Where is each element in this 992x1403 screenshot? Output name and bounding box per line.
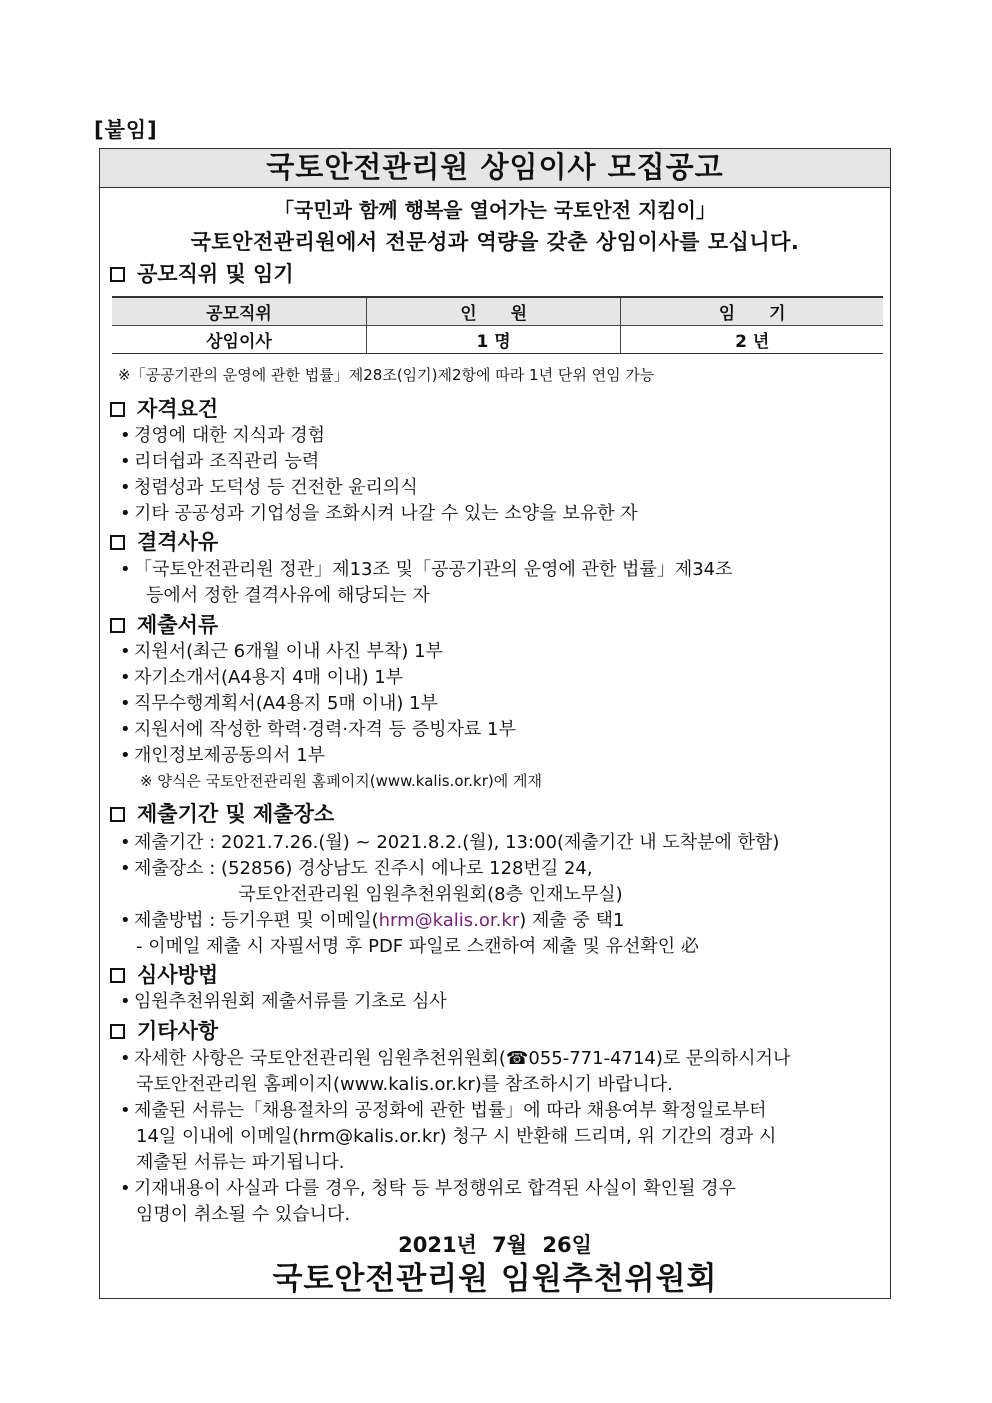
section-submission-heading: 제출기간 및 제출장소 — [108, 800, 334, 828]
list-item-continuation: 제출된 서류는 파기됩니다. — [136, 1152, 345, 1173]
section-qualifications-heading: 자격요건 — [108, 395, 218, 423]
form-note: ※ 양식은 국토안전관리원 홈페이지(www.kalis.or.kr)에 게재 — [140, 772, 542, 790]
list-item-continuation: 14일 이내에 이메일(hrm@kalis.or.kr) 청구 시 반환해 드리며, 위 기간의 경과 시 — [136, 1126, 777, 1147]
list-item: • 기타 공공성과 기업성을 조화시켜 나갈 수 있는 소양을 보유한 자 — [120, 503, 638, 524]
checkbox-square-icon — [110, 267, 125, 282]
submission-place: • 제출장소 : (52856) 경상남도 진주시 에나로 128번길 24, — [120, 858, 593, 879]
list-item: • 자세한 사항은 국토안전관리원 임원추천위원회(☎055-771-4714)로 문의하시거나 — [120, 1048, 791, 1069]
submission-place-continuation: 국토안전관리원 임원추천위원회(8층 인재노무실) — [238, 884, 623, 905]
attachment-label: [붙임] — [94, 118, 158, 142]
lead-text: 국토안전관리원에서 전문성과 역량을 갖춘 상임이사를 모십니다. — [190, 230, 800, 254]
notice-title: 국토안전관리원 상임이사 모집공고 — [100, 149, 890, 188]
checkbox-square-icon — [110, 1024, 125, 1039]
list-item-continuation: 임명이 취소될 수 있습니다. — [136, 1204, 351, 1225]
checkbox-square-icon — [110, 968, 125, 983]
submission-period: • 제출기간 : 2021.7.26.(월) ~ 2021.8.2.(월), 13:00(제출기간 내 도착분에 한함) — [120, 832, 780, 853]
list-item: • 임원추천위원회 제출서류를 기초로 심사 — [120, 991, 447, 1012]
slogan: 「국민과 함께 행복을 열어가는 국토안전 지킴이」 — [274, 198, 716, 222]
email-link[interactable]: hrm@kalis.or.kr — [378, 910, 520, 931]
section-documents-heading: 제출서류 — [108, 611, 218, 639]
list-item-continuation: 등에서 정한 결격사유에 해당되는 자 — [146, 585, 430, 606]
table-header: 인 원 — [366, 297, 620, 326]
checkbox-square-icon — [110, 402, 125, 417]
table-cell: 2 년 — [621, 326, 883, 354]
checkbox-square-icon — [110, 535, 125, 550]
list-item: • 제출된 서류는「채용절차의 공정화에 관한 법률」에 따라 채용여부 확정일로부터 — [120, 1100, 767, 1121]
table-header: 공모직위 — [112, 297, 366, 326]
notice-frame — [99, 148, 891, 1299]
list-item: • 「국토안전관리원 정관」제13조 및「공공기관의 운영에 관한 법률」제34조 — [120, 559, 733, 580]
list-item-continuation: 국토안전관리원 홈페이지(www.kalis.or.kr)를 참조하시기 바랍니다. — [136, 1074, 673, 1095]
list-item: • 지원서(최근 6개월 이내 사진 부착) 1부 — [120, 641, 443, 662]
section-etc-heading: 기타사항 — [108, 1017, 218, 1045]
organization-name: 국토안전관리원 임원추천위원회 — [272, 1261, 718, 1297]
submission-method-note: - 이메일 제출 시 자필서명 후 PDF 파일로 스캔하여 제출 및 유선확인 必 — [136, 936, 699, 957]
list-item: • 직무수행계획서(A4용지 5매 이내) 1부 — [120, 693, 438, 714]
list-item: • 개인정보제공동의서 1부 — [120, 745, 326, 766]
tenure-note: ※「공공기관의 운영에 관한 법률」제28조(임기)제2항에 따라 1년 단위 연임 가능 — [118, 366, 655, 384]
list-item: • 자기소개서(A4용지 4매 이내) 1부 — [120, 667, 404, 688]
submission-method: • 제출방법 : 등기우편 및 이메일(hrm@kalis.or.kr) 제출 중 택1 — [120, 910, 625, 931]
section-review-heading: 심사방법 — [108, 961, 218, 989]
list-item: • 리더쉽과 조직관리 능력 — [120, 451, 320, 472]
list-item: • 기재내용이 사실과 다를 경우, 청탁 등 부정행위로 합격된 사실이 확인될 경우 — [120, 1178, 736, 1199]
table-header: 임 기 — [621, 297, 883, 326]
position-table — [112, 296, 883, 354]
table-cell: 1 명 — [366, 326, 620, 354]
list-item: • 지원서에 작성한 학력·경력·자격 등 증빙자료 1부 — [120, 719, 516, 740]
list-item: • 경영에 대한 지식과 경험 — [120, 425, 326, 446]
section-position-heading: 공모직위 및 임기 — [108, 260, 294, 288]
list-item: • 청렴성과 도덕성 등 건전한 윤리의식 — [120, 477, 418, 498]
checkbox-square-icon — [110, 618, 125, 633]
section-disqualifications-heading: 결격사유 — [108, 528, 218, 556]
notice-date: 2021년 7월 26일 — [398, 1233, 592, 1257]
table-header-row — [112, 297, 883, 326]
table-row — [112, 326, 883, 354]
checkbox-square-icon — [110, 807, 125, 822]
table-cell: 상임이사 — [112, 326, 366, 354]
